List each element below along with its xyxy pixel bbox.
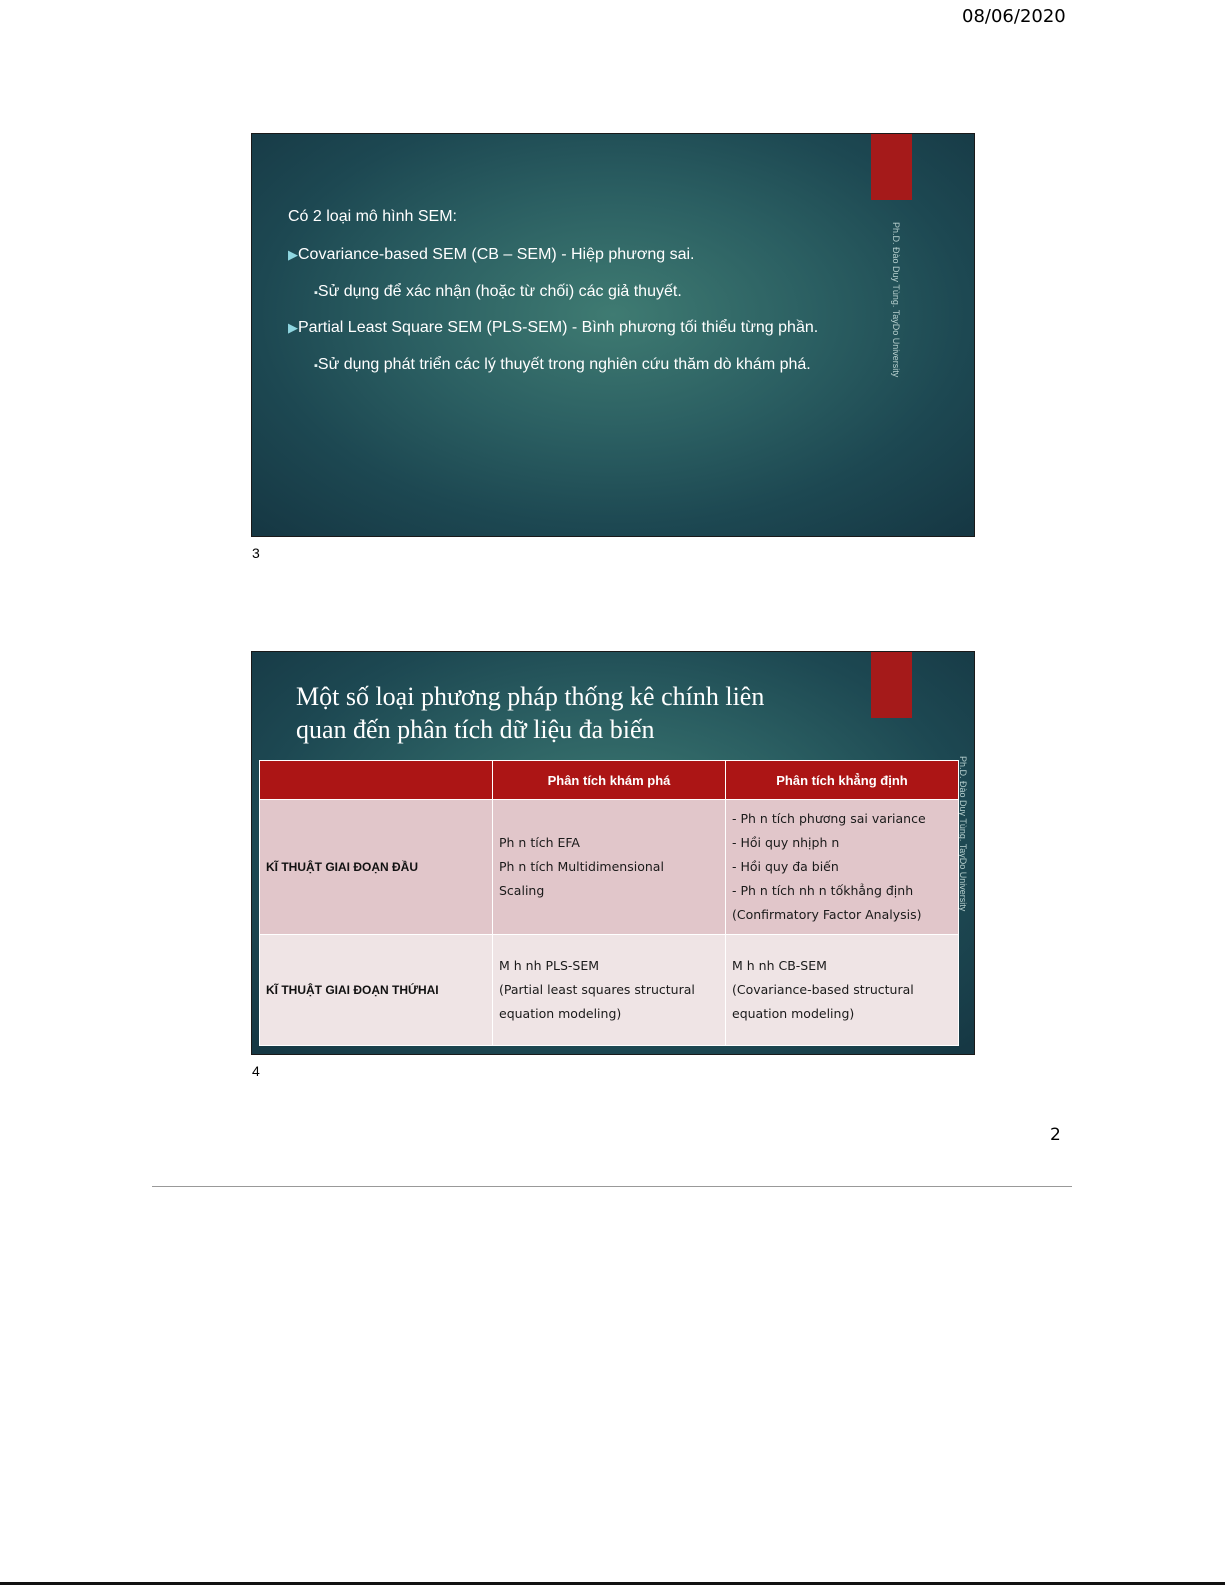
table-header-row xyxy=(260,761,959,800)
bullet-item: ▪Sử dụng để xác nhận (hoặc từ chối) các giả thuyết. xyxy=(314,283,682,300)
slide-number: 3 xyxy=(252,545,260,561)
slide-4 xyxy=(251,651,975,1055)
footer-divider xyxy=(152,1186,1072,1187)
page-date: 08/06/2020 xyxy=(962,6,1066,27)
red-accent-tab xyxy=(871,652,912,718)
table-header-cell: Phân tích khẳng định xyxy=(726,761,959,800)
bullet-item: ▶Covariance-based SEM (CB – SEM) - Hiệp phương sai. xyxy=(288,246,695,263)
table-header-cell xyxy=(260,761,493,800)
triangle-bullet-icon: ▶ xyxy=(288,320,298,335)
table-cell: - Ph n tích phương sai variance - Hồi quy nhịph n - Hồi quy đa biến - Ph n tích nh n tốkhẳng định (Confirmatory Factor Analysis) xyxy=(726,800,959,935)
page-number: 2 xyxy=(1050,1125,1061,1145)
slide-title: Một số loại phương pháp thống kê chính liên quan đến phân tích dữ liệu đa biến xyxy=(296,682,765,744)
red-accent-tab xyxy=(871,134,912,200)
slide-intro: Có 2 loại mô hình SEM: xyxy=(288,208,457,225)
table-row xyxy=(260,800,959,935)
square-bullet-icon: ▪ xyxy=(314,287,318,299)
bullet-item: ▶Partial Least Square SEM (PLS-SEM) - Bình phương tối thiểu từng phần. xyxy=(288,319,819,336)
table-cell: M h nh CB-SEM (Covariance-based structural equation modeling) xyxy=(726,935,959,1046)
square-bullet-icon: ▪ xyxy=(314,360,318,372)
table-row xyxy=(260,935,959,1046)
triangle-bullet-icon: ▶ xyxy=(288,247,298,262)
bullet-item: ▪Sử dụng phát triển các lý thuyết trong nghiên cứu thăm dò khám phá. xyxy=(314,356,811,373)
slide-credit: Ph.D. Đào Duy Tùng. TayDo University xyxy=(891,222,901,378)
slide-credit: Ph.D. Đào Duy Tùng. TayDo University xyxy=(958,756,968,912)
row-label: KĨ THUẬT GIAI ĐOẠN ĐẦU xyxy=(260,800,493,935)
row-label: KĨ THUẬT GIAI ĐOẠN THỨHAI xyxy=(260,935,493,1046)
slide-number: 4 xyxy=(252,1063,260,1079)
methods-table xyxy=(259,760,959,1046)
table-cell: M h nh PLS-SEM (Partial least squares structural equation modeling) xyxy=(493,935,726,1046)
table-header-cell: Phân tích khám phá xyxy=(493,761,726,800)
table-cell: Ph n tích EFA Ph n tích Multidimensional Scaling xyxy=(493,800,726,935)
slide-3 xyxy=(251,133,975,537)
